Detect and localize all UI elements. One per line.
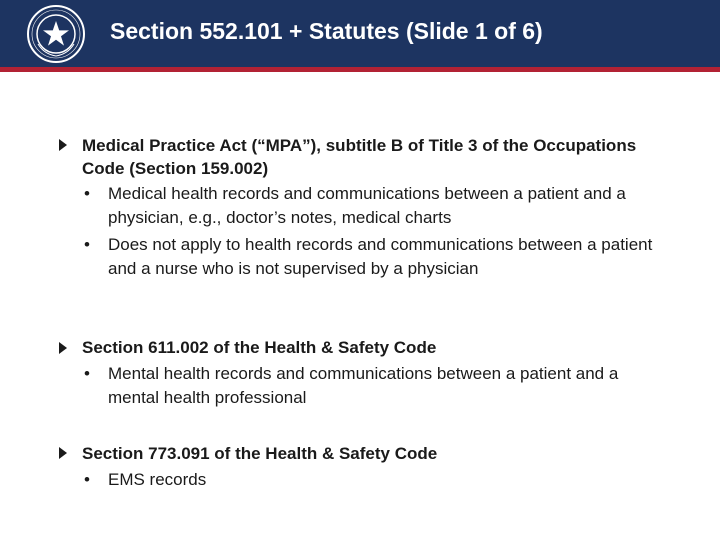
bullet-mental-health: Mental health records and communications between a patient and a mental health professional: [108, 364, 619, 407]
item-heading-773: Section 773.091 of the Health & Safety Code: [82, 444, 438, 463]
bullet-dot: •: [84, 184, 90, 203]
caret-right-icon: [58, 138, 68, 152]
item-heading-mpa: Medical Practice Act (“MPA”), subtitle B of Title 3 of the Occupations Code (Section 159.002): [82, 136, 637, 178]
caret-right-icon: [58, 341, 68, 355]
bullet-dot: •: [84, 470, 90, 489]
bullet-dot: •: [84, 364, 90, 383]
bullet-mpa-covered: Medical health records and communications between a patient and a physician, e.g., doctor’s notes, medical charts: [108, 184, 626, 227]
item-heading-611: Section 611.002 of the Health & Safety Code: [82, 338, 437, 357]
bullet-ems: EMS records: [108, 470, 207, 489]
slide-title: Section 552.101 + Statutes (Slide 1 of 6): [110, 18, 543, 44]
bullet-dot: •: [84, 235, 90, 254]
caret-right-icon: [58, 446, 68, 460]
bullet-mpa-exclusion: Does not apply to health records and communications between a patient and a nurse who is not supervised by a physician: [108, 235, 653, 278]
